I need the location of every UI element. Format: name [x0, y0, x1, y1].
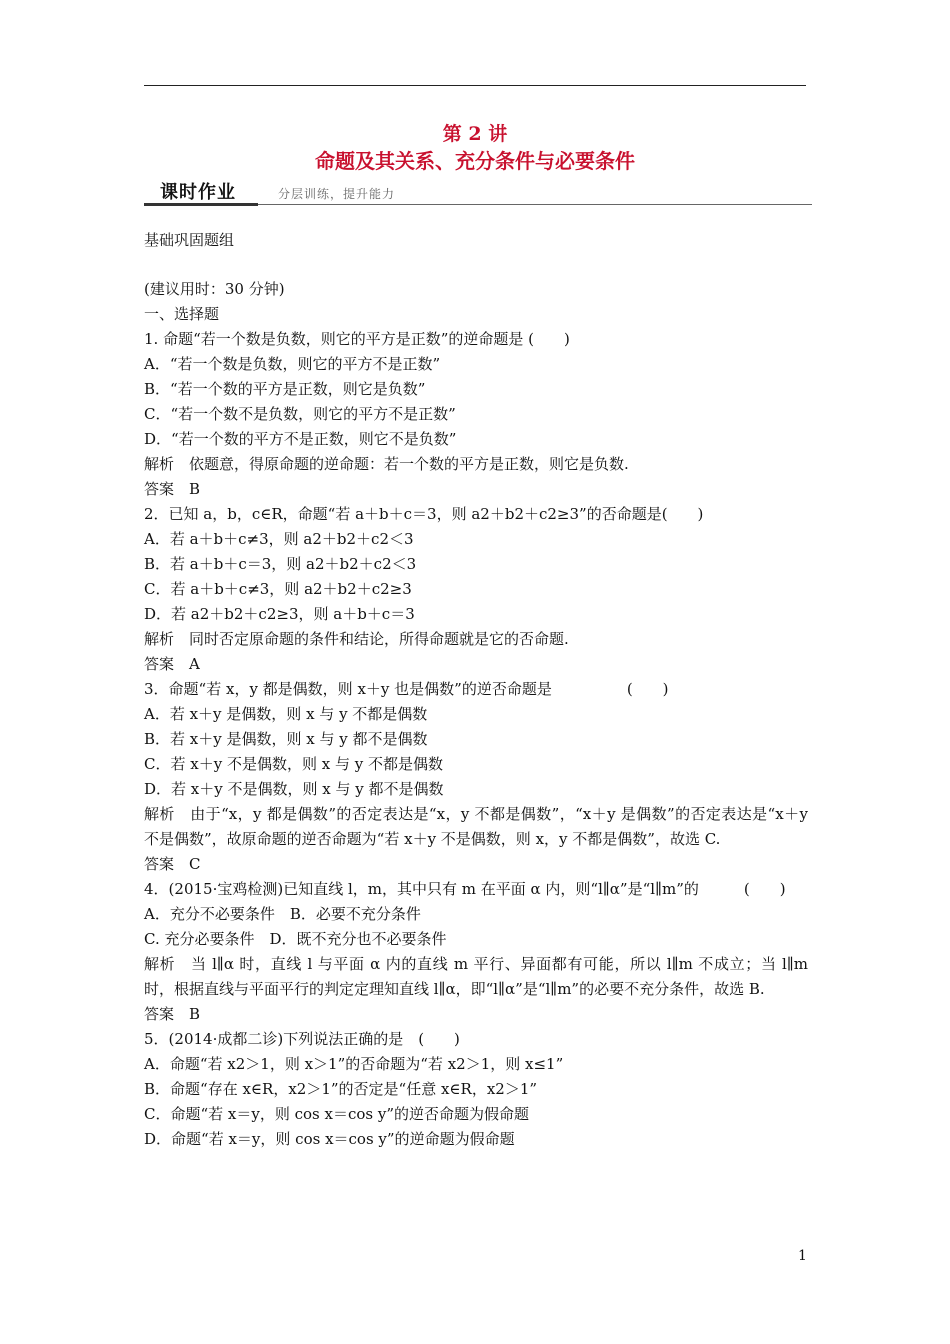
option: D．若 a2＋b2＋c2≥3，则 a＋b＋c＝3 [144, 605, 415, 623]
option: B．若 x＋y 是偶数，则 x 与 y 都不是偶数 [144, 730, 428, 748]
option: C．命题“若 x＝y，则 cos x＝cos y”的逆否命题为假命题 [144, 1105, 530, 1123]
analysis: 解析 同时否定原命题的条件和结论，所得命题就是它的否命题. [144, 630, 569, 648]
option: A．若 x＋y 是偶数，则 x 与 y 不都是偶数 [144, 705, 428, 723]
option: B．命题“存在 x∈R，x2＞1”的否定是“任意 x∈R，x2＞1” [144, 1080, 538, 1098]
option: C. 充分必要条件 D．既不充分也不必要条件 [144, 930, 447, 948]
option: C．若 a＋b＋c≠3，则 a2＋b2＋c2≥3 [144, 580, 412, 598]
option: B．“若一个数的平方是正数，则它是负数” [144, 380, 426, 398]
option: A．充分不必要条件 B．必要不充分条件 [144, 905, 421, 923]
option: A．若 a＋b＋c≠3，则 a2＋b2＋c2＜3 [144, 530, 414, 548]
question-stem: 3．命题“若 x，y 都是偶数，则 x＋y 也是偶数”的逆否命题是 ( ) [144, 680, 669, 698]
section-group-heading: 基础巩固题组 [144, 231, 235, 249]
lecture-number: 第 2 讲 [442, 123, 508, 145]
question-stem: 4．(2015·宝鸡检测)已知直线 l，m，其中只有 m 在平面 α 内，则“l∥α”是“l∥m”的 ( ) [144, 880, 786, 898]
option: D．“若一个数的平方不是正数，则它不是负数” [144, 430, 457, 448]
answer: 答案 B [144, 1005, 201, 1023]
option: D．命题“若 x＝y，则 cos x＝cos y”的逆命题为假命题 [144, 1130, 515, 1148]
answer: 答案 B [144, 480, 201, 498]
suggested-time: (建议用时：30 分钟) [144, 280, 285, 298]
section-heading: 一、选择题 [144, 305, 220, 323]
spacer [144, 253, 808, 277]
question-stem: 1. 命题“若一个数是负数，则它的平方是正数”的逆命题是 ( ) [144, 330, 570, 348]
exercise-content [144, 228, 808, 1152]
option: B．若 a＋b＋c＝3，则 a2＋b2＋c2＜3 [144, 555, 417, 573]
top-rule [144, 85, 806, 86]
lecture-title: 命题及其关系、充分条件与必要条件 [315, 149, 635, 173]
analysis: 解析 由于“x，y 都是偶数”的否定表达是“x，y 不都是偶数”，“x＋y 是偶数”的否定表达是“x＋y 不是偶数”，故原命题的逆否命题为“若 x＋y 不是偶数，则 x，y 不都是偶数”，故选 C. [144, 805, 808, 848]
option: C．若 x＋y 不是偶数，则 x 与 y 不都是偶数 [144, 755, 443, 773]
option: A．“若一个数是负数，则它的平方不是正数” [144, 355, 441, 373]
option: D．若 x＋y 不是偶数，则 x 与 y 都不是偶数 [144, 780, 444, 798]
analysis: 解析 当 l∥α 时，直线 l 与平面 α 内的直线 m 平行、异面都有可能，所以 l∥m 不成立；当 l∥m 时，根据直线与平面平行的判定定理知直线 l∥α，即“l∥α”是“l∥m”的必要不充分条件，故选 B. [144, 955, 808, 998]
answer: 答案 A [144, 655, 200, 673]
homework-rule-thick [144, 203, 258, 206]
homework-label: 课时作业 [160, 182, 236, 203]
option: A．命题“若 x2＞1，则 x＞1”的否命题为“若 x2＞1，则 x≤1” [144, 1055, 564, 1073]
page-number: 1 [798, 1248, 807, 1264]
title-block [144, 121, 806, 175]
question-stem: 5．(2014·成都二诊)下列说法正确的是 ( ) [144, 1030, 460, 1048]
option: C．“若一个数不是负数，则它的平方不是正数” [144, 405, 456, 423]
homework-rule-thin [258, 204, 812, 205]
homework-subtitle: 分层训练，提升能力 [278, 187, 396, 201]
question-stem: 2．已知 a，b，c∈R，命题“若 a＋b＋c＝3，则 a2＋b2＋c2≥3”的否命题是( ) [144, 505, 704, 523]
answer: 答案 C [144, 855, 201, 873]
analysis: 解析 依题意，得原命题的逆命题：若一个数的平方是正数，则它是负数. [144, 455, 629, 473]
